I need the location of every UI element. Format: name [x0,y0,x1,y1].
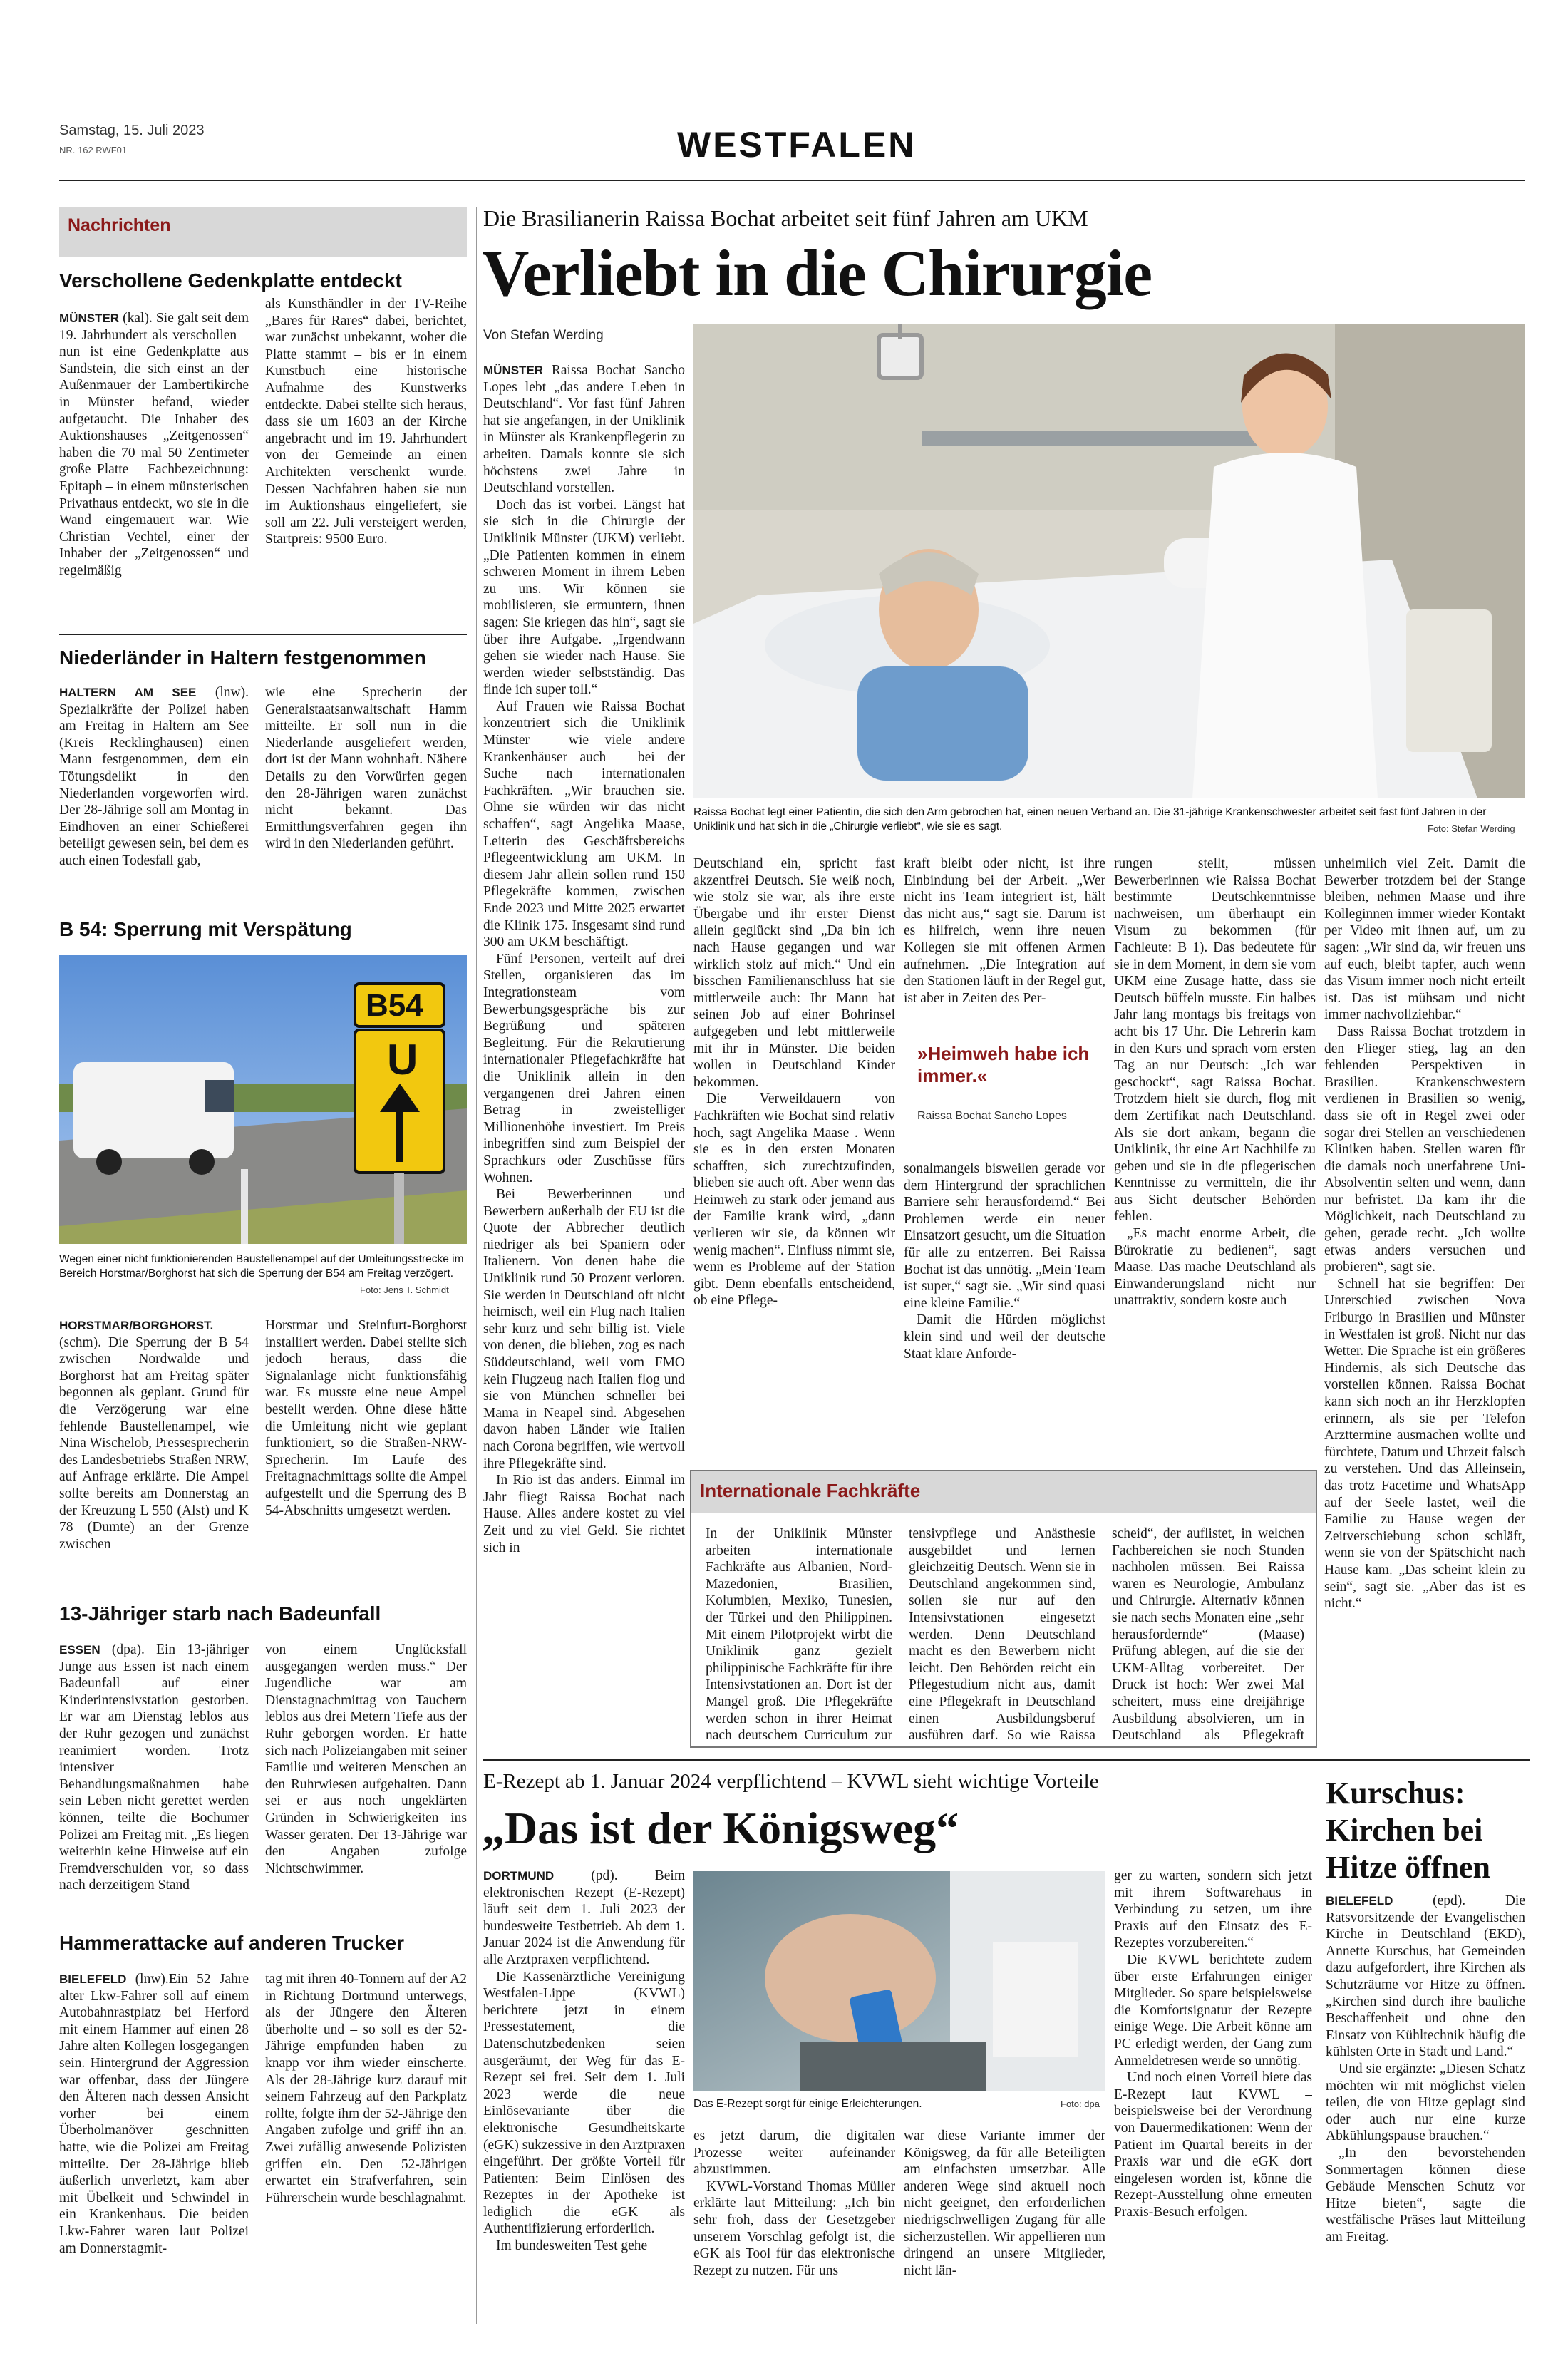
erezept-card-photo [693,1871,1105,2091]
news-body-2-col2: wie eine Sprecherin der Generalstaatsanwaltschaft Hamm mitteilte. Er soll nun in die Niederlande ausgeliefert werden, dort ist der Mann wohnhaft. Nähere Details zu den Vorwürfen gegen den 28-Jährigen waren zunächst nicht bekannt. Das Ermittlungsverfahren gegen ihn wird in den Niederlanden geführt. [265,685,467,852]
news-body-5-col1: BIELEFELD (lnw).Ein 52 Jahre alter Lkw-Fahrer soll auf einem Autobahnrastplatz bei Herford mit einem Hammer auf einen 28 Jahre alten Kollegen losgegangen sein. Hintergrund der Aggression war offenbar, dass der Jüngere den Älteren nach dessen Ansicht vorher bei einem Überholmanöver geschnitten hatte, wie die Polizei am Freitag mitteilte. Der 28-Jährige blieb äußerlich unverletzt, kam aber mit Übelkeit und Schwindel in ein Krankenhaus. Die beiden Lkw-Fahrer waren laut Polizei am Donnerstagmit- [59,1972,249,2256]
news-headline-3: B 54: Sperrung mit Verspätung [59,918,352,940]
main-byline: Von Stefan Werding [483,328,604,343]
pull-quote: »Heimweh habe ich immer.« [917,1043,1090,1086]
erezept-headline: „Das ist der Königsweg“ [482,1803,959,1853]
fachkraefte-box-title: Internationale Fachkräfte [691,1471,1316,1513]
news-headline-2: Niederländer in Haltern festgenommen [59,647,427,669]
news-body-4-col2: von einem Unglücksfall ausgegangen werden muss.“ Der Jugendliche war am Dienstagnachmittag von Tauchern leblos aus drei Metern Tiefe aus der Ruhr geborgen worden. Er hatte sich nach Polizeiangaben mit seiner Familie und weiteren Menschen an den Ruhrwiesen aufgehalten. Dann sei er aus noch ungeklärten Gründen in Schwierigkeiten ins Wasser geraten. Der 13-Jährige war den Angaben zufolge Nichtschwimmer. [265,1642,467,1876]
divider [59,634,467,635]
news-headline-1: Verschollene Gedenkplatte entdeckt [59,269,402,292]
news-body-3-col1: HORSTMAR/BORGHORST. (schm). Die Sperrung der B 54 zwischen Nordwalde und Borghorst hat am Freitag später begonnen als geplant. Grund für die Verzögerung war eine fehlende Baustellenampel, wie Nina Wischelob, Pressesprecherin des Landesbetriebs Straßen NRW, auf Anfrage erklärte. Die Ampel sollte bereits am Donnerstag an der Kreuzung L 550 (Alst) und K 78 (Dumte) an der Grenze zwischen [59,1319,249,1552]
column-separator [476,207,477,2324]
main-kicker: Die Brasilianerin Raissa Bochat arbeitet seit fünf Jahren am UKM [483,205,1088,231]
main-headline: Verliebt in die Chirurgie [482,237,1152,309]
erezept-body-col3: war diese Variante immer der Königsweg, da für alle Beteiligten am einfachsten umsetzbar. Alle anderen Wege sind aktuell noch nicht geeignet, den erforderlichen niedrigschwelligen Zugang für alle sicherzustellen. Wir appellieren nun dringend an unsere Mitglieder, nicht län- [904,2129,1105,2278]
b54-photo-caption: Wegen einer nicht funktionierenden Baustellenampel auf der Umleitungsstrecke im Bereich Horstmar/Borghorst hat sich die Sperrung der B54 am Freitag verzögert. [59,1253,464,1280]
b54-sign-label: B54 [366,988,423,1023]
kurschus-dateline: BIELEFELD [1326,1894,1393,1908]
fachkraefte-col1: In der Uniklinik Münster arbeiten internationale Fachkräfte aus Albanien, Nord-Mazedonien, Brasilien, Kolumbien, Mexiko, Tunesien, der Türkei und den Philippinen. Mit einem Pilotprojekt wirbt die Uniklinik ganz gezielt philippinische Fachkräfte für ihre Intensivstationen an. Dort ist der Mangel groß. Die Pflegekräfte werden schon in ihrer Heimat nach deutschem Curriculum zur [706,1526,892,1743]
masthead-rule [59,180,1525,181]
masthead-date: Samstag, 15. Juli 2023 [59,123,205,138]
pull-quote-source: Raissa Bochat Sancho Lopes [917,1110,1067,1122]
news-body-3-col2: Horstmar und Steinfurt-Borghorst installiert werden. Dabei stellte sich jedoch heraus, dass die Signalanlage nicht funktionsfähig war. Es musste eine neue Ampel bestellt werden. Ohne diese hätte die Umleitung nicht wie geplant funktioniert, so die Straßen-NRW-Sprecherin. Im Laufe des Freitagnachmittags sollte die Ampel aufgestellt und die Sperrung des B 54-Abschnitts umgesetzt werden. [265,1318,467,1518]
erezept-kicker: E-Rezept ab 1. Januar 2024 verpflichtend – KVWL sieht wichtige Vorteile [483,1770,1099,1793]
b54-photo-credit: Foto: Jens T. Schmidt [360,1285,449,1295]
news-dateline-1: MÜNSTER [59,312,120,325]
erezept-photo-credit: Foto: dpa [1061,2099,1100,2109]
news-headline-4: 13-Jähriger starb nach Badeunfall [59,1602,381,1625]
main-photo-caption: Raissa Bochat legt einer Patientin, die sich den Arm gebrochen hat, einen neuen Verband an. Die 31-jährige Krankenschwester arbeitet seit fast fünf Jahren in der Uniklinik und hat sich in die „Chirurgie verliebt“, wie sie es sagt. [693,806,1487,833]
news-body-1-col2: als Kunsthändler in der TV-Reihe „Bares für Rares“ dabei, berichtet, war zunächst unbekannt, woher die Platte stammt – bis er in einem Kunstbuch eine historische Aufnahme des Kunstwerks entdeckte. Dabei stellte sich heraus, dass sie um 1603 an der Kirche angebracht und im 19. Jahrhundert von der Gemeinde an einen Architekten verschenkt wurde. Dessen Nachfahren haben sie nun im Auktionshaus eingeliefert, sie soll am 22. Juli versteigert werden, Startpreis: 9500 Euro. [265,297,467,547]
main-body-col5: unheimlich viel Zeit. Damit die Bewerber trotzdem bei der Stange bleiben, nehmen Maase und ihre Kolleginnen immer wieder Kontakt per Video mit ihnen auf, um zu sagen: „Wir sind da, wir freuen uns auf euch, bleibt tapfer, auch wenn das Visum immer noch nicht erteilt ist. Das ist mühsam und nicht immer nachvollziehbar.“ Dass Raissa Bochat trotzdem in den Flieger stieg, lag an den fehlenden Perspektiven in Brasilien. Krankenschwestern verdienen in Brasilien so wenig, dass sie oft in Regel zwei oder sogar drei Stellen an verschiedenen Kliniken haben. Stellen waren für die damals noch unerfahrene Uni-Absolventin selten und wenn, dann nur befristet. Da kam ihr die Möglichkeit, nach Deutschland zu gehen, gerade recht. „Ich wollte etwas anders versuchen und probieren“, sagt sie. Schnell hat sie begriffen: Der Unterschied zwischen Nova Friburgo in Brasilien und Münster in Westfalen ist groß. Nicht nur das Wetter. Die Sprache ist ein größeres Hindernis, als sich Deutsche das vorstellen können. Raissa Bochat kann sich noch an ihr Herzklopfen erinnern, als sie per Telefon Arzttermine ausmachen wollte und fürchtete, Datum und Uhrzeit falsch zu verstehen. Und das Alleinsein, das trotz Facetime und WhatsApp auf der Seele lastet, weil die Familie zu Hause wegen der Zeitverschiebung schon schläft, wenn sie von der Spätschicht nach Hause kam. „Das scheint klein zu sein“, sagt sie. „Aber das ist es nicht.“ [1324,856,1525,1612]
news-body-1-col1: MÜNSTER (kal). Sie galt seit dem 19. Jahrhundert als verschollen – nun ist eine Gedenkplatte aus Sandstein, die sich einst an der Außenmauer der Lambertikirche in Münster befand, wieder aufgetaucht. Die Inhaber des Auktionshauses „Zeitgenossen“ haben die 70 mal 50 Zentimeter große Platte – Fachbezeichnung: Epitaph – in einem münsterischen Privathaus entdeckt, wo sie in die Wand eingemauert war. Wie Christian Vechtel, einer der Inhaber der „Zeitgenossen“ und regelmäßig [59,311,249,578]
main-photo-credit: Foto: Stefan Werding [1428,823,1515,834]
main-body-col2: Deutschland ein, spricht fast akzentfrei Deutsch. Sie weiß noch, wie stolz sie war, als ihre erste Übergabe und ihr erster Dienst allein geglückt sind „Da bin ich nach Hause gegangen und war wirklich stolz auf mich.“ Und ein bisschen Familienanschluss hat sie mittlerweile auch: Ihr Mann hat seinen Job auf einer Bohrinsel aufgegeben und lebt mittlerweile mit ihr in Münster. Die beiden wollen in Deutschland Kinder bekommen. Die Verweildauern von Fachkräften wie Bochat sind relativ hoch, sagt Angelika Maase . Wenn sie es in den ersten Monaten schafften, sich zurechtzufinden, blieben sie auch oft. Aber wenn das Heimweh zu stark oder jemand aus der Familie krank wird, „dann verlieren wir sie, da können wir wenig machen“. Einfluss nimmt sie, wenn es Probleme auf der Station gibt. Denn ebenfalls entscheidend, ob eine Pflege- [693,856,895,1309]
main-body-col4: rungen stellt, müssen Bewerberinnen wie Raissa Bochat bestimmte Deutschkenntnisse nachweisen, um überhaupt ein Visum zu bekommen (für Fachleute: B 1). Das bedeutete für sie in dem Moment, in dem sie vom UKM eine Zusage hatte, dass sie Deutsch büffeln musste. Ein halbes Jahr lang montags bis freitags von acht bis 17 Uhr. Die Lehrerin kam in den Kurs und sprach vom ersten Tag an nur Deutsch: „Ich war geschockt“, sagt Raissa Bochat. Trotzdem hielt sie durch, flog mit dem Zertifikat nach Deutschland. Als sie dort ankam, begann die Uniklinik, ihr eine Art Nachhilfe zu geben und sie in die pflegerischen Kenntnisse zu vermitteln, die ihr aus Sicht deutscher Behörden fehlen. „Es macht enorme Arbeit, die Bürokratie zu bedienen“, sagt Maase. Das mache Deutschland als Einwanderungsland nicht nur unattraktiv, sondern koste auch [1114,856,1316,1309]
divider [483,1759,1530,1761]
fachkraefte-col2: tensivpflege und Anästhesie ausgebildet und lernen gleichzeitig Deutsch. Wenn sie in Deutschland angekommen sind, sollen sie nur auf den Intensivstationen eingesetzt werden. Denn Deutschland macht es den Bewerbern nicht leicht. Den Behörden reicht ein Pflegestudium nicht aus, damit eine Pflegekraft in Deutschland einen Ausbildungsberuf ausführen darf. So wie Raissa [909,1526,1095,1743]
news-section-header: Nachrichten [59,207,467,257]
masthead-edition: NR. 162 RWF01 [59,145,128,155]
erezept-body-col4: ger zu warten, sondern sich jetzt mit ihrem Softwarehaus in Verbindung zu setzen, um ihre Praxis auf den Einsatz des E-Rezeptes vorzubereiten.“ Die KVWL berichtete zudem über erste Erfahrungen einiger Mitglieder. So spare beispielsweise die Komfortsignatur der Rezepte einige Wege. Die Arbeit könne am PC erledigt werden, der Gang zum Anmeldetresen werde so unnötig. Und noch einen Vorteil biete das E-Rezept laut KVWL – beispielsweise bei der Verordnung von Dauermedikationen: Wenn der Patient im Quartal bereits in der Praxis war und die eGK dort eingelesen worden ist, könne die Rezept-Ausstellung ohne erneuten Praxis-Besuch erfolgen. [1114,1868,1312,2220]
erezept-body-col1: DORTMUND (pd). Beim elektronischen Rezept (E-Rezept) läuft seit dem 1. Juli 2023 der bundesweite Testbetrieb. Ab dem 1. Januar 2024 ist die Anwendung für alle Arztpraxen verpflichtend. Die Kassenärztliche Vereinigung Westfalen-Lippe (KVWL) berichtete jetzt in einem Pressestatement, die Datenschutzbedenken seien ausgeräumt, der Weg für das E-Rezept sei frei. Seit dem 1. Juli 2023 werde die neue Einlösevariante über die elektronische Gesundheitskarte (eGK) sukzessive in den Arztpraxen eingeführt. Der größte Vorteil für Patienten: Beim Einlösen des Rezeptes in der Apotheke ist lediglich die eGK als Authentifizierung erforderlich. Im bundesweiten Test gehe [483,1868,685,2254]
news-body-5-col2: tag mit ihren 40-Tonnern auf der A2 in Richtung Dortmund unterwegs, als der Jüngere den Älteren überholte und – so soll es der 52-Jährige empfunden haben – zu knapp vor ihm wieder einscherte. Als der 28-Jährige kurz darauf mit seinem Fahrzeug auf den Parkplatz rollte, folgte ihm der 52-Jährige den Angaben zufolge und griff ihn an. Zwei zufällig anwesende Polizisten griffen ein. Den 52-Jährigen erwartet ein Strafverfahren, sein Führerschein wurde beschlagnahmt. [265,1972,467,2205]
main-body-col1: MÜNSTER Raissa Bochat Sancho Lopes lebt „das andere Leben in Deutschland“. Vor fast fünf Jahren hat sie angefangen, in der Uniklinik in Münster als Krankenpflegerin zu arbeiten. Damals konnte sie sich höchstens zwei Jahre in Deutschland vorstellen. Doch das ist vorbei. Längst hat sie sich in die Chirurgie der Uniklinik Münster (UKM) verliebt. „Die Patienten kommen in einem schweren Moment in ihrem Leben zu uns. Wir können sie mobilisieren, sie ermuntern, ihnen sagen: Sie kriegen das hin“, sagt sie über ihre Aufgabe. „Irgendwann gehen sie wieder nach Hause. Sie werden wieder selbstständig. Das finde ich super toll.“ Auf Frauen wie Raissa Bochat konzentriert sich die Uniklinik Münster – wie viele andere Krankenhäuser auch – bei der Suche nach internationalen Fachkräften. „Wir brauchen sie. Ohne sie würden wir das nicht schaffen“, sagt Angelika Maase, Leiterin des Geschäftsbereichs Pflegeentwicklung am UKM. In diesem Jahr allein sollen rund 150 Pflegekräfte kommen, zwischen Ende 2023 und Mitte 2025 erwartet die Klinik 175. Insgesamt sind rund 300 am UKM beschäftigt. Fünf Personen, verteilt auf drei Stellen, organisieren das im Integrationsteam vom Bewerbungsgespräche bis zur Begrüßung und späteren Begleitung. Für die Rekrutierung internationaler Pflegefachkräfte hat die Uniklinik allein in den vergangenen drei Jahren einen Betrag in zweistelliger Millionenhöhe investiert. Im Preis inbegriffen sind zum Beispiel der Sprachkurs oder Zuschüsse fürs Wohnen. Bei Bewerberinnen und Bewerbern außerhalb der EU ist die Quote der Abbrecher deutlich niedriger als bei Spaniern oder Italienern. Von denen habe die Uniklinik rund 50 Prozent verloren. Sie werden in Deutschland oft nicht heimisch, weil ein Flug nach Italien sehr kurz und sehr billig ist. Viele von denen, die blieben, zog es nach Süddeutschland, weil vom FMO kein Flugzeug nach Italien flog und sie von München schneller bei Mama in Neapel sind. Abgesehen davon haben Länder wie Italien nach Corona begriffen, wie wertvoll ihre Pflegekräfte sind. In Rio ist das anders. Einmal im Jahr fliegt Raissa Bochat nach Hause. Alles andere kostet zu viel Zeit und zu viel Geld. Sie richtet sich in [483,363,685,1555]
kurschus-headline: Kurschus: Kirchen bei Hitze öffnen [1326,1776,1490,1885]
fachkraefte-col3: scheid“, der auflistet, in welchen Fachbereichen sie noch Stunden nachholen müssen. Bei Raissa waren es Neurologie, Ambulanz und Chirurgie. Alternativ können sie nach sechs Monaten eine „sehr herausfordernde“ (Maase) Prüfung ablegen, auf die sie der UKM-Alltag vorbereitet. Der Druck ist hoch: Wer zwei Mal scheitert, muss eine dreijährige Ausbildung absolvieren, um in Deutschland als Pflegekraft [1112,1526,1304,1743]
main-dateline: MÜNSTER [483,364,544,377]
news-headline-5: Hammerattacke auf anderen Trucker [59,1932,404,1954]
erezept-body-col2: es jetzt darum, die digitalen Prozesse weiter aufeinander abzustimmen. KVWL-Vorstand Thomas Müller erklärte laut Mitteilung: „Ich bin sehr froh, dass der Gesetzgeber unserem Vorschlag gefolgt ist, die eGK als Tool für das elektronische Rezept zu nutzen. Für uns [693,2129,895,2278]
nurse-patient-photo [693,324,1525,798]
news-body-2-col1: HALTERN AM SEE (lnw). Spezialkräfte der Polizei haben am Freitag in Haltern am See (Kreis Recklinghausen) einen Mann festgenommen, dem ein Tötungsdelikt in den Niederlanden vorgeworfen wird. Der 28-Jährige soll am Montag in Eindhoven an einer Schießerei beteiligt gewesen sein, bei dem es auch einen Todesfall gab, [59,685,249,868]
main-body-col3b: sonalmangels bisweilen gerade vor dem Hintergrund der sprachlichen Barriere sehr herausfordernd.“ Bei Problemen werde ein neuer Einsatzort gesucht, um die Situation für alle zu entzerren. Bei Raissa Bochat ist das unnötig. „Mein Team ist super,“ sagt sie. „Wir sind quasi eine kleine Familie.“ Damit die Hürden möglichst klein sind und weil der deutsche Staat klare Anforde- [904,1161,1105,1362]
b54-road-photo [59,955,467,1244]
main-body-col3: kraft bleibt oder nicht, ist ihre Einbindung bei der Arbeit. „Wer nicht ins Team integriert ist, hält das nicht aus,“ sagt sie. Darum ist es hilfreich, wenn ihre neuen Kollegen sie mit offenen Armen aufnehmen. „Die Integration auf den Stationen läuft in der Regel gut, ist aber in Zeiten des Per- [904,856,1105,1006]
kurschus-body: BIELEFELD (epd). Die Ratsvorsitzende der Evangelischen Kirche in Deutschland (EKD), Annette Kurschus, hat Gemeinden dazu aufgefordert, ihre Kirchen als Schutzräume vor Hitze zu öffnen. „Kirchen sind durch ihre bauliche Beschaffenheit und ohne den Einsatz von Kühltechnik häufig die kühlsten Orte in Stadt und Land.“ Und sie ergänzte: „Diesen Schatz möchten wir mit möglichst vielen teilen, die von Hitze geplagt sind oder auch nur eine kurze Abkühlungspause brauchen.“ „In den bevorstehenden Sommertagen können diese Gebäude Menschen Schutz vor Hitze bieten“, sagte die westfälische Präses laut Mitteilung am Freitag. [1326,1893,1525,2245]
section-title: WESTFALEN [677,125,917,165]
erezept-dateline: DORTMUND [483,1869,555,1883]
news-body-4-col1: ESSEN (dpa). Ein 13-jähriger Junge aus Essen ist nach einem Badeunfall auf einer Kinderintensivstation gestorben. Er war am Dienstag leblos aus der Ruhr gezogen und zunächst reanimiert worden. Trotz intensiver Behandlungsmaßnahmen habe sein Leben nicht gerettet werden können, teilte die Bochumer Polizei am Freitag mit. „Es liegen weiterhin keine Hinweise auf ein Fremdverschulden vor, so dass nach derzeitigem Stand [59,1642,249,1893]
erezept-photo-caption: Das E-Rezept sorgt für einige Erleichterungen. [693,2098,922,2110]
b54-sign-letter: U [387,1036,418,1084]
